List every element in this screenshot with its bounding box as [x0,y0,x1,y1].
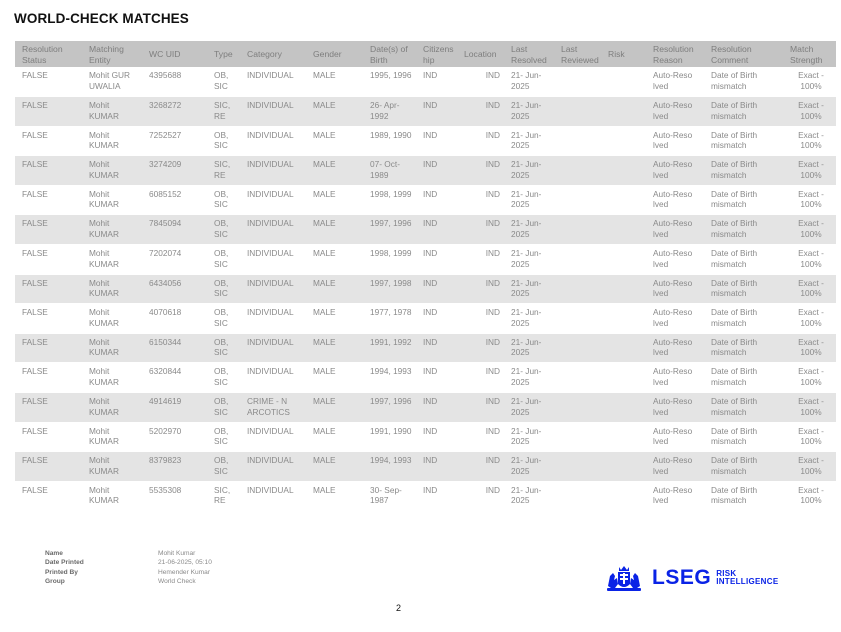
cell-resolution-reason: Auto-Reso lved [646,333,704,363]
cell-resolution-reason: Auto-Reso lved [646,245,704,275]
col-header-last-resolved: Last Resolved [504,41,554,67]
cell-type: OB, SIC [207,304,240,334]
cell-risk [601,156,646,186]
table-row [15,333,836,363]
cell-resolution-reason: Auto-Reso lved [646,274,704,304]
cell-wc-uid: 4070618 [142,304,207,334]
table-row [15,304,836,334]
cell-match-strength: Exact - 100% [783,156,836,186]
col-header-citizenship: Citizens hip [416,41,457,67]
cell-resolution-reason: Auto-Reso lved [646,393,704,423]
cell-match-strength: Exact - 100% [783,126,836,156]
cell-resolution-status: FALSE [15,215,82,245]
cell-last-reviewed [554,185,601,215]
label-group: Group [45,577,65,585]
cell-risk [601,422,646,452]
cell-gender: MALE [306,67,363,97]
cell-citizenship: IND [416,481,457,511]
cell-last-resolved: 21- Jun-2025 [504,422,554,452]
cell-resolution-status: FALSE [15,156,82,186]
cell-gender: MALE [306,126,363,156]
cell-resolution-status: FALSE [15,452,82,482]
cell-location: IND [457,304,504,334]
cell-risk [601,333,646,363]
cell-gender: MALE [306,304,363,334]
cell-type: SIC, RE [207,156,240,186]
cell-citizenship: IND [416,126,457,156]
cell-last-resolved: 21- Jun-2025 [504,97,554,127]
cell-type: OB, SIC [207,274,240,304]
cell-dob: 1991, 1992 [363,333,416,363]
cell-matching-entity: Mohit KUMAR [82,393,142,423]
cell-risk [601,185,646,215]
cell-citizenship: IND [416,215,457,245]
cell-last-resolved: 21- Jun-2025 [504,393,554,423]
cell-category: INDIVIDUAL [240,97,306,127]
cell-resolution-reason: Auto-Reso lved [646,215,704,245]
cell-wc-uid: 6434056 [142,274,207,304]
cell-dob: 1994, 1993 [363,452,416,482]
cell-location: IND [457,97,504,127]
cell-last-reviewed [554,274,601,304]
table-row [15,245,836,275]
cell-resolution-comment: Date of Birth mismatch [704,126,783,156]
print-metadata-labels [45,549,145,586]
col-header-match-strength: Match Strength [783,41,836,67]
cell-dob: 1995, 1996 [363,67,416,97]
lseg-sub-line1: RISK [716,568,737,578]
cell-match-strength: Exact - 100% [783,274,836,304]
lseg-crest-icon [604,564,644,592]
cell-type: OB, SIC [207,363,240,393]
cell-matching-entity: Mohit KUMAR [82,97,142,127]
cell-resolution-reason: Auto-Reso lved [646,185,704,215]
cell-category: INDIVIDUAL [240,156,306,186]
cell-resolution-comment: Date of Birth mismatch [704,274,783,304]
cell-citizenship: IND [416,422,457,452]
label-date-printed: Date Printed [45,559,84,567]
cell-location: IND [457,245,504,275]
cell-gender: MALE [306,156,363,186]
col-header-resolution-reason: Resolution Reason [646,41,704,67]
cell-citizenship: IND [416,274,457,304]
cell-location: IND [457,185,504,215]
cell-dob: 30- Sep-1987 [363,481,416,511]
cell-gender: MALE [306,274,363,304]
cell-match-strength: Exact - 100% [783,245,836,275]
cell-match-strength: Exact - 100% [783,185,836,215]
cell-wc-uid: 5535308 [142,481,207,511]
cell-resolution-status: FALSE [15,274,82,304]
cell-category: INDIVIDUAL [240,452,306,482]
cell-type: OB, SIC [207,67,240,97]
cell-resolution-comment: Date of Birth mismatch [704,422,783,452]
table-row [15,393,836,423]
col-header-resolution-comment: Resolution Comment [704,41,783,67]
cell-category: CRIME - N ARCOTICS [240,393,306,423]
cell-risk [601,215,646,245]
cell-gender: MALE [306,481,363,511]
cell-resolution-status: FALSE [15,67,82,97]
cell-last-reviewed [554,333,601,363]
cell-risk [601,481,646,511]
cell-risk [601,452,646,482]
cell-category: INDIVIDUAL [240,481,306,511]
label-printed-by: Printed By [45,568,78,576]
cell-resolution-status: FALSE [15,97,82,127]
cell-gender: MALE [306,363,363,393]
cell-wc-uid: 7252527 [142,126,207,156]
cell-citizenship: IND [416,363,457,393]
cell-last-resolved: 21- Jun-2025 [504,156,554,186]
table-row [15,422,836,452]
table-row [15,452,836,482]
cell-resolution-comment: Date of Birth mismatch [704,67,783,97]
value-printed-by: Hemender Kumar [158,568,211,576]
cell-matching-entity: Mohit KUMAR [82,333,142,363]
cell-gender: MALE [306,97,363,127]
cell-last-resolved: 21- Jun-2025 [504,363,554,393]
cell-location: IND [457,274,504,304]
cell-citizenship: IND [416,67,457,97]
cell-match-strength: Exact - 100% [783,393,836,423]
cell-citizenship: IND [416,245,457,275]
cell-risk [601,245,646,275]
cell-match-strength: Exact - 100% [783,67,836,97]
cell-matching-entity: Mohit KUMAR [82,452,142,482]
col-header-risk: Risk [601,41,646,67]
cell-matching-entity: Mohit KUMAR [82,185,142,215]
cell-resolution-comment: Date of Birth mismatch [704,452,783,482]
table-row [15,156,836,186]
cell-resolution-comment: Date of Birth mismatch [704,304,783,334]
cell-wc-uid: 6085152 [142,185,207,215]
col-header-gender: Gender [306,41,363,67]
cell-last-resolved: 21- Jun-2025 [504,481,554,511]
cell-dob: 1997, 1996 [363,215,416,245]
cell-dob: 1977, 1978 [363,304,416,334]
cell-category: INDIVIDUAL [240,126,306,156]
lseg-brand-text: LSEG [652,566,712,589]
cell-last-resolved: 21- Jun-2025 [504,333,554,363]
cell-last-reviewed [554,422,601,452]
cell-dob: 07- Oct-1989 [363,156,416,186]
cell-risk [601,67,646,97]
value-date-printed: 21-06-2025, 05:10 [158,559,212,567]
cell-type: OB, SIC [207,393,240,423]
cell-match-strength: Exact - 100% [783,422,836,452]
cell-resolution-status: FALSE [15,333,82,363]
cell-resolution-status: FALSE [15,126,82,156]
cell-wc-uid: 5202970 [142,422,207,452]
cell-last-resolved: 21- Jun-2025 [504,185,554,215]
cell-citizenship: IND [416,333,457,363]
cell-citizenship: IND [416,97,457,127]
cell-last-reviewed [554,156,601,186]
cell-wc-uid: 8379823 [142,452,207,482]
cell-wc-uid: 6320844 [142,363,207,393]
cell-category: INDIVIDUAL [240,245,306,275]
cell-category: INDIVIDUAL [240,185,306,215]
table-row [15,481,836,511]
cell-risk [601,126,646,156]
table-row [15,215,836,245]
cell-resolution-status: FALSE [15,185,82,215]
cell-resolution-status: FALSE [15,304,82,334]
cell-category: INDIVIDUAL [240,274,306,304]
table-row [15,67,836,97]
page-title: WORLD-CHECK MATCHES [14,11,189,26]
cell-resolution-reason: Auto-Reso lved [646,452,704,482]
cell-gender: MALE [306,185,363,215]
cell-matching-entity: Mohit KUMAR [82,215,142,245]
col-header-wc-uid: WC UID [142,41,207,67]
cell-location: IND [457,156,504,186]
col-header-type: Type [207,41,240,67]
cell-wc-uid: 3274209 [142,156,207,186]
table-header-row [15,41,836,67]
cell-resolution-reason: Auto-Reso lved [646,67,704,97]
cell-category: INDIVIDUAL [240,422,306,452]
cell-gender: MALE [306,393,363,423]
col-header-matching-entity: Matching Entity [82,41,142,67]
cell-matching-entity: Mohit KUMAR [82,245,142,275]
cell-resolution-reason: Auto-Reso lved [646,481,704,511]
cell-location: IND [457,481,504,511]
cell-location: IND [457,452,504,482]
cell-citizenship: IND [416,304,457,334]
cell-last-resolved: 21- Jun-2025 [504,126,554,156]
lseg-logo [604,563,778,593]
cell-resolution-comment: Date of Birth mismatch [704,156,783,186]
cell-citizenship: IND [416,185,457,215]
cell-resolution-status: FALSE [15,363,82,393]
world-check-matches-table [15,41,836,511]
cell-location: IND [457,422,504,452]
col-header-dob: Date(s) of Birth [363,41,416,67]
cell-wc-uid: 4395688 [142,67,207,97]
cell-wc-uid: 7845094 [142,215,207,245]
cell-matching-entity: Mohit GUR UWALIA [82,67,142,97]
cell-resolution-comment: Date of Birth mismatch [704,481,783,511]
cell-last-reviewed [554,67,601,97]
cell-wc-uid: 3268272 [142,97,207,127]
cell-risk [601,363,646,393]
cell-matching-entity: Mohit KUMAR [82,363,142,393]
cell-dob: 1997, 1996 [363,393,416,423]
cell-resolution-comment: Date of Birth mismatch [704,215,783,245]
cell-citizenship: IND [416,156,457,186]
cell-type: OB, SIC [207,126,240,156]
col-header-location: Location [457,41,504,67]
cell-dob: 1998, 1999 [363,185,416,215]
print-metadata-values [158,549,298,586]
cell-last-reviewed [554,97,601,127]
cell-match-strength: Exact - 100% [783,97,836,127]
cell-last-reviewed [554,245,601,275]
cell-location: IND [457,363,504,393]
cell-resolution-comment: Date of Birth mismatch [704,245,783,275]
cell-last-reviewed [554,215,601,245]
cell-category: INDIVIDUAL [240,304,306,334]
cell-category: INDIVIDUAL [240,67,306,97]
cell-resolution-reason: Auto-Reso lved [646,422,704,452]
cell-type: OB, SIC [207,215,240,245]
cell-risk [601,274,646,304]
cell-matching-entity: Mohit KUMAR [82,274,142,304]
cell-resolution-reason: Auto-Reso lved [646,97,704,127]
cell-wc-uid: 4914619 [142,393,207,423]
cell-match-strength: Exact - 100% [783,215,836,245]
label-name: Name [45,550,63,557]
table-row [15,185,836,215]
cell-type: OB, SIC [207,333,240,363]
cell-match-strength: Exact - 100% [783,363,836,393]
cell-last-reviewed [554,126,601,156]
cell-category: INDIVIDUAL [240,363,306,393]
cell-type: OB, SIC [207,422,240,452]
cell-resolution-status: FALSE [15,393,82,423]
cell-dob: 1991, 1990 [363,422,416,452]
cell-last-resolved: 21- Jun-2025 [504,274,554,304]
cell-dob: 1997, 1998 [363,274,416,304]
cell-type: OB, SIC [207,452,240,482]
cell-last-reviewed [554,363,601,393]
col-header-resolution-status: Resolution Status [15,41,82,67]
cell-location: IND [457,67,504,97]
cell-last-reviewed [554,452,601,482]
cell-category: INDIVIDUAL [240,333,306,363]
cell-matching-entity: Mohit KUMAR [82,304,142,334]
lseg-sub-line2: INTELLIGENCE [716,577,779,586]
cell-dob: 26- Apr-1992 [363,97,416,127]
cell-wc-uid: 6150344 [142,333,207,363]
cell-wc-uid: 7202074 [142,245,207,275]
value-group: World Check [158,577,196,585]
cell-gender: MALE [306,333,363,363]
cell-gender: MALE [306,245,363,275]
cell-resolution-comment: Date of Birth mismatch [704,393,783,423]
cell-last-resolved: 21- Jun-2025 [504,245,554,275]
cell-resolution-reason: Auto-Reso lved [646,363,704,393]
cell-dob: 1989, 1990 [363,126,416,156]
cell-matching-entity: Mohit KUMAR [82,156,142,186]
cell-gender: MALE [306,452,363,482]
table-row [15,363,836,393]
cell-matching-entity: Mohit KUMAR [82,481,142,511]
cell-resolution-status: FALSE [15,481,82,511]
cell-gender: MALE [306,422,363,452]
cell-type: SIC, RE [207,97,240,127]
cell-last-resolved: 21- Jun-2025 [504,215,554,245]
cell-citizenship: IND [416,393,457,423]
table-row [15,97,836,127]
cell-match-strength: Exact - 100% [783,304,836,334]
cell-last-resolved: 21- Jun-2025 [504,452,554,482]
cell-resolution-comment: Date of Birth mismatch [704,185,783,215]
cell-risk [601,97,646,127]
cell-last-reviewed [554,304,601,334]
cell-risk [601,304,646,334]
col-header-category: Category [240,41,306,67]
cell-resolution-comment: Date of Birth mismatch [704,363,783,393]
cell-location: IND [457,126,504,156]
cell-match-strength: Exact - 100% [783,333,836,363]
cell-matching-entity: Mohit KUMAR [82,126,142,156]
table-row [15,126,836,156]
cell-type: OB, SIC [207,245,240,275]
cell-resolution-reason: Auto-Reso lved [646,156,704,186]
cell-location: IND [457,215,504,245]
cell-match-strength: Exact - 100% [783,481,836,511]
cell-dob: 1994, 1993 [363,363,416,393]
cell-category: INDIVIDUAL [240,215,306,245]
cell-location: IND [457,333,504,363]
cell-matching-entity: Mohit KUMAR [82,422,142,452]
cell-resolution-status: FALSE [15,245,82,275]
cell-gender: MALE [306,215,363,245]
lseg-sub-text [716,570,778,587]
cell-last-resolved: 21- Jun-2025 [504,304,554,334]
cell-citizenship: IND [416,452,457,482]
table-row [15,274,836,304]
cell-type: OB, SIC [207,185,240,215]
cell-resolution-comment: Date of Birth mismatch [704,97,783,127]
table-body [15,67,836,511]
value-name: Mohit Kumar [158,550,196,557]
cell-last-resolved: 21- Jun-2025 [504,67,554,97]
page-number: 2 [396,603,402,613]
cell-dob: 1998, 1999 [363,245,416,275]
cell-last-reviewed [554,393,601,423]
cell-risk [601,393,646,423]
cell-last-reviewed [554,481,601,511]
cell-match-strength: Exact - 100% [783,452,836,482]
cell-resolution-reason: Auto-Reso lved [646,126,704,156]
cell-resolution-reason: Auto-Reso lved [646,304,704,334]
cell-location: IND [457,393,504,423]
cell-resolution-status: FALSE [15,422,82,452]
cell-type: SIC, RE [207,481,240,511]
cell-resolution-comment: Date of Birth mismatch [704,333,783,363]
col-header-last-reviewed: Last Reviewed [554,41,601,67]
